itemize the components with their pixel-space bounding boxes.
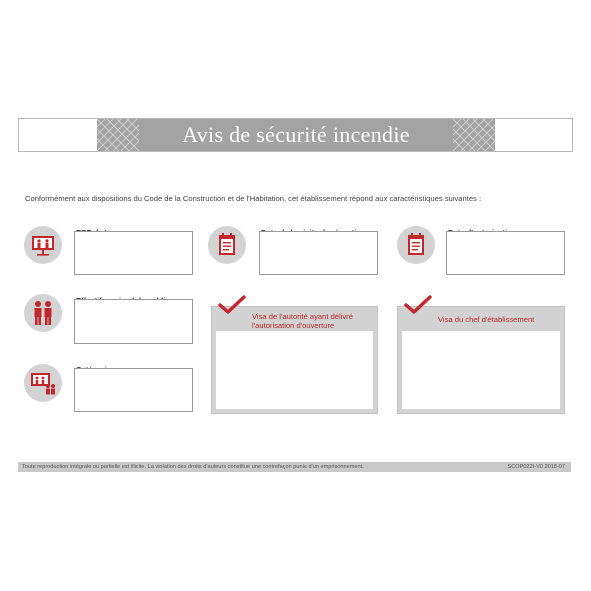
- authority-visa-title-line1: Visa de l'autorité ayant délivré: [252, 312, 353, 321]
- visit-date-field[interactable]: [259, 231, 378, 275]
- manager-visa-panel: [397, 306, 565, 414]
- document-code: SCOP022I-V0 2018-07: [507, 463, 565, 470]
- page-title: Avis de sécurité incendie: [182, 122, 410, 147]
- category-field[interactable]: [74, 368, 193, 412]
- screen-people-icon: [24, 364, 62, 402]
- calendar-icon: [208, 226, 246, 264]
- authority-visa-title-line2: l'autorisation d'ouverture: [252, 321, 335, 330]
- authorization-date-field[interactable]: [446, 231, 565, 275]
- calendar-icon: [397, 226, 435, 264]
- title-banner: [18, 118, 573, 152]
- checkmark-icon: [217, 294, 247, 316]
- footer-bar: [18, 462, 571, 472]
- copyright-notice: Toute reproduction intégrale ou partielle est illicite. La violation des droits d'auteurs constitue une contrefaçon punie d'un emprisonnement.: [22, 463, 364, 470]
- authority-visa-panel: [211, 306, 378, 414]
- capacity-field[interactable]: [74, 299, 193, 344]
- authority-visa-field[interactable]: [216, 331, 373, 409]
- intro-text: Conformément aux dispositions du Code de la Construction et de l'Habitation, cet établissement répond aux caractéristiques suivantes :: [25, 194, 482, 203]
- checkmark-icon: [403, 294, 433, 316]
- people-icon: [24, 294, 62, 332]
- authority-visa-title: [252, 312, 353, 330]
- banner-fill: [97, 119, 495, 151]
- safety-notice-sheet: [18, 115, 573, 480]
- manager-visa-field[interactable]: [402, 331, 560, 409]
- screen-people-icon: [24, 226, 62, 264]
- erp-type-field[interactable]: [74, 231, 193, 275]
- manager-visa-title: Visa du chef d'établissement: [438, 315, 535, 324]
